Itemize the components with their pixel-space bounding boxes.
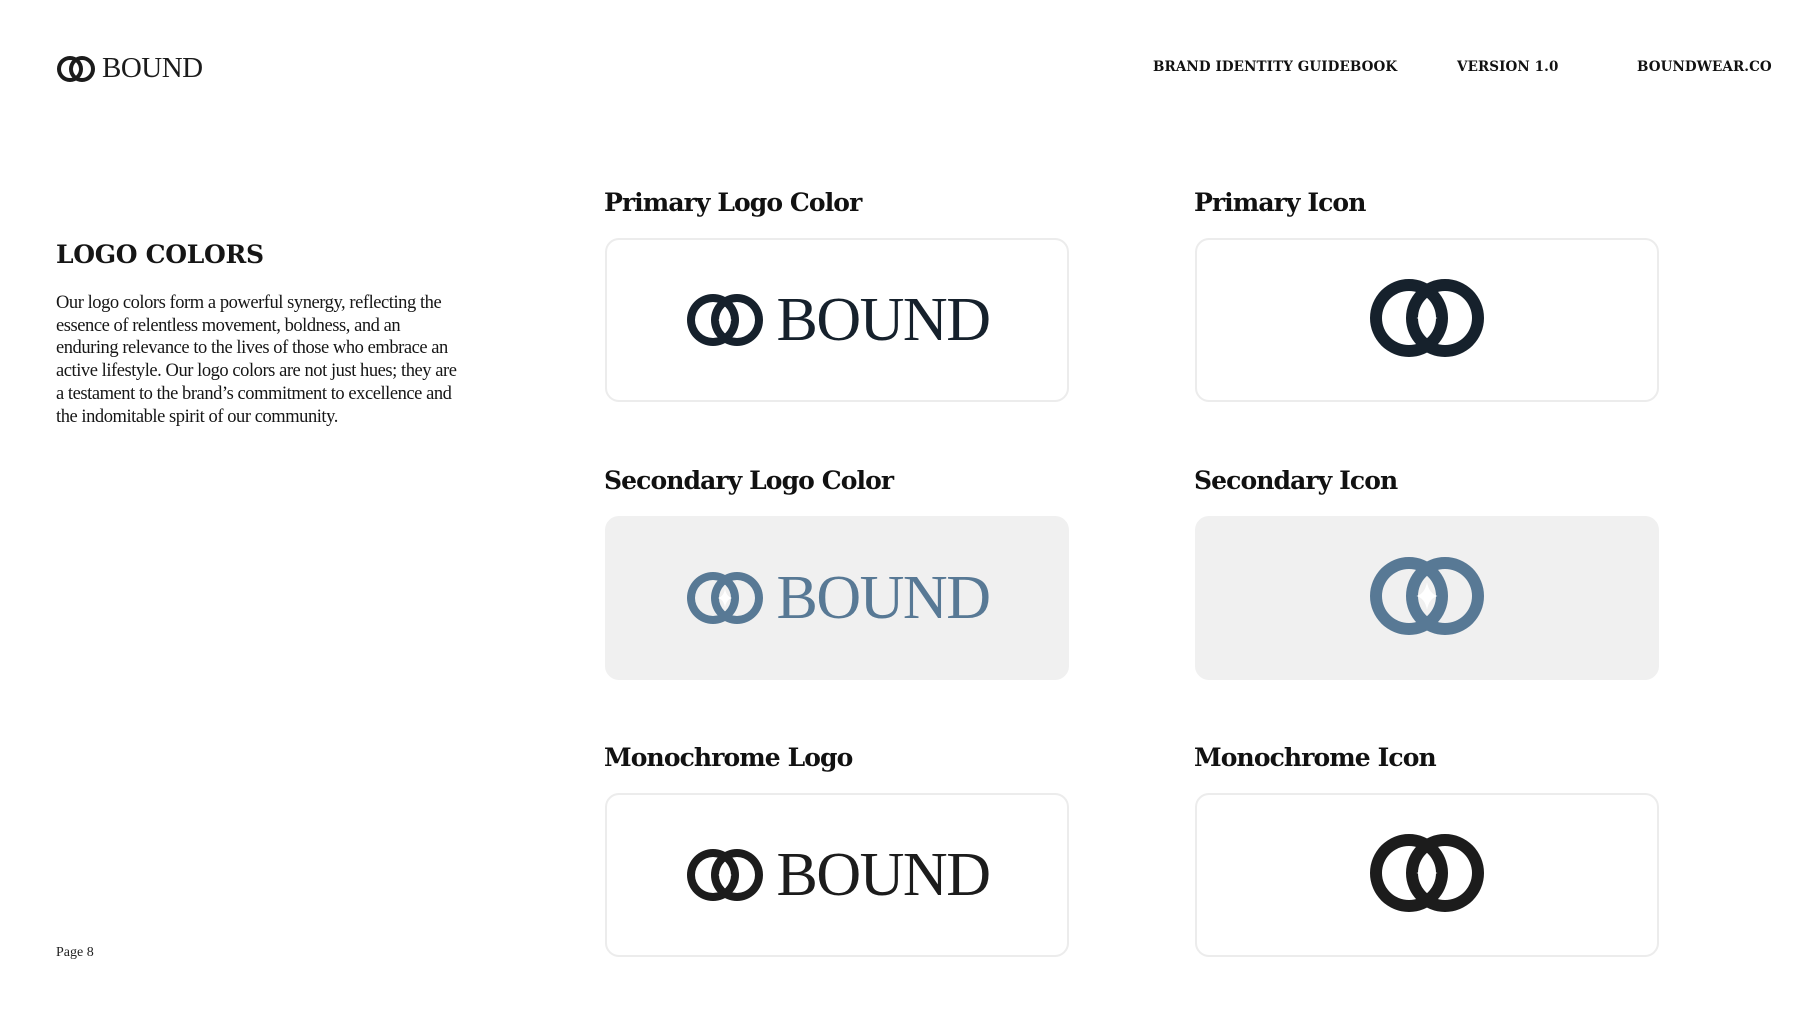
mono-logo-card [605, 793, 1069, 957]
primary-logo-wordmark: BOUND [776, 286, 990, 354]
header-brand-logo[interactable] [56, 52, 203, 85]
primary-logo [685, 286, 990, 354]
secondary-icon-card [1195, 516, 1659, 680]
interlocking-rings-icon [1367, 273, 1487, 363]
interlocking-rings-icon [685, 290, 765, 350]
primary-icon-label: Primary Icon [1194, 188, 1366, 217]
interlocking-rings-icon [685, 845, 765, 905]
primary-icon-card [1195, 238, 1659, 402]
mono-icon-label: Monochrome Icon [1194, 743, 1436, 772]
primary-logo-card [605, 238, 1069, 402]
secondary-logo-wordmark: BOUND [776, 564, 990, 632]
nav-website-link[interactable]: BOUNDWEAR.CO [1637, 59, 1772, 75]
nav-version: VERSION 1.0 [1457, 59, 1559, 75]
interlocking-rings-icon [685, 568, 765, 628]
section-title: LOGO COLORS [56, 240, 264, 269]
secondary-logo [685, 564, 990, 632]
mono-logo-label: Monochrome Logo [604, 743, 853, 772]
primary-icon [1367, 273, 1487, 367]
mono-icon [1367, 828, 1487, 922]
secondary-logo-card [605, 516, 1069, 680]
primary-logo-label: Primary Logo Color [604, 188, 862, 217]
mono-icon-card [1195, 793, 1659, 957]
interlocking-rings-icon [1367, 551, 1487, 641]
mono-logo [685, 841, 990, 909]
interlocking-rings-icon [1367, 828, 1487, 918]
interlocking-rings-icon [56, 54, 96, 84]
secondary-icon-label: Secondary Icon [1194, 466, 1398, 495]
section-description: Our logo colors form a powerful synergy, reflecting the essence of relentless movement, boldness, and an enduring relevance to the lives of those who embrace an active lifestyle. Our logo colors are not just hues; they are a testament to the brand’s commitment to excellence and the indomitable spirit of our community. [56, 293, 457, 427]
secondary-logo-label: Secondary Logo Color [604, 466, 894, 495]
nav-guidebook-title: BRAND IDENTITY GUIDEBOOK [1153, 59, 1398, 75]
header-brand-wordmark: BOUND [102, 52, 203, 84]
page-number: Page 8 [56, 945, 94, 960]
secondary-icon [1367, 551, 1487, 645]
mono-logo-wordmark: BOUND [776, 841, 990, 909]
